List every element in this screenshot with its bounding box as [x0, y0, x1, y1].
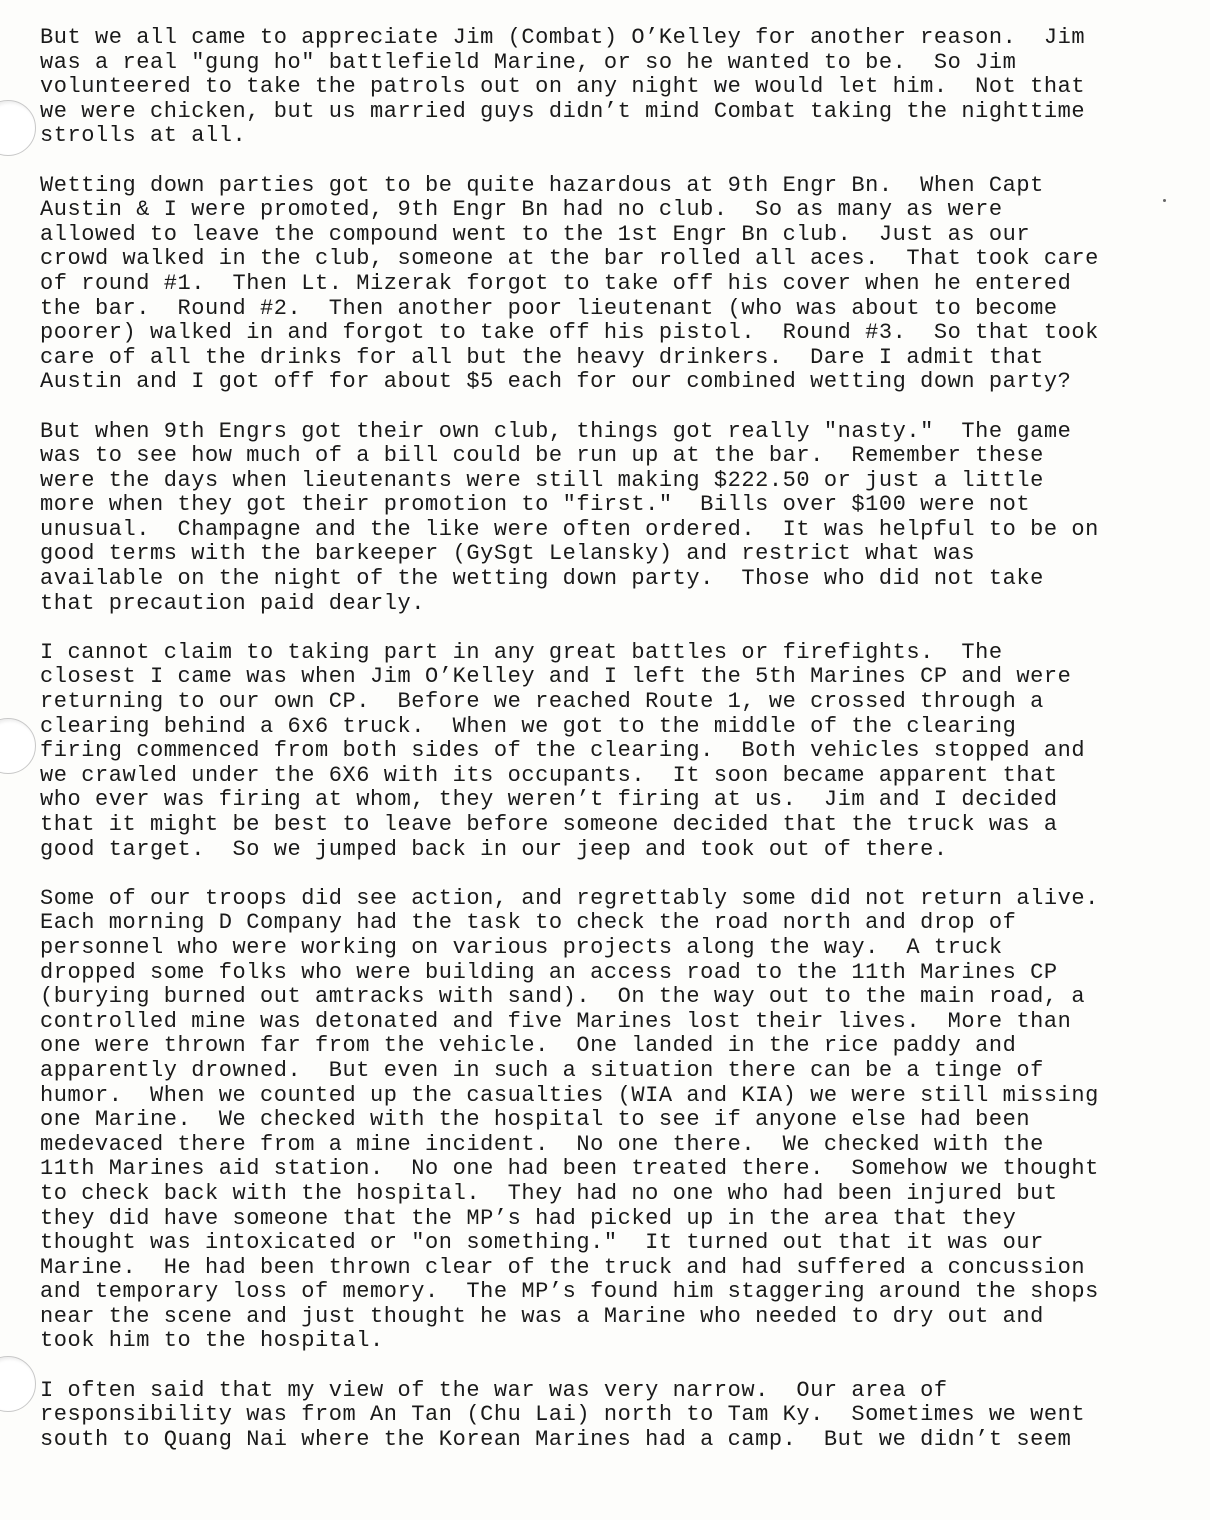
- text-line: Wetting down parties got to be quite hazardous at 9th Engr Bn. When Capt: [40, 172, 1044, 198]
- text-line: unusual. Champagne and the like were often ordered. It was helpful to be on: [40, 516, 1099, 542]
- text-line: volunteered to take the patrols out on any night we would let him. Not that: [40, 74, 1086, 100]
- text-line: thought was intoxicated or "on something." It turned out that it was our: [40, 1230, 1044, 1256]
- text-line: strolls at all.: [40, 123, 247, 149]
- text-line: was to see how much of a bill could be run up at the bar. Remember these: [40, 443, 1044, 469]
- memoir-text: [40, 26, 1205, 1477]
- text-line: they did have someone that the MP’s had picked up in the area that they: [40, 1205, 1017, 1231]
- text-line: south to Quang Nai where the Korean Marines had a camp. But we didn’t seem: [40, 1426, 1072, 1452]
- text-line: 11th Marines aid station. No one had been treated there. Somehow we thought: [40, 1156, 1099, 1182]
- text-line: took him to the hospital.: [40, 1328, 384, 1354]
- binder-hole-top: [0, 100, 36, 156]
- paragraph-9th-engrs-club: [40, 420, 1205, 617]
- text-line: the bar. Round #2. Then another poor lieutenant (who was about to become: [40, 295, 1058, 321]
- text-line: was a real "gung ho" battlefield Marine, or so he wanted to be. So Jim: [40, 49, 1017, 75]
- text-line: and temporary loss of memory. The MP’s found him staggering around the shops: [40, 1279, 1099, 1305]
- text-line: good terms with the barkeeper (GySgt Lelansky) and restrict what was: [40, 541, 976, 567]
- paragraph-combat-okelley: [40, 26, 1205, 149]
- text-line: good target. So we jumped back in our jeep and took out of there.: [40, 836, 948, 862]
- text-line: But when 9th Engrs got their own club, things got really "nasty." The game: [40, 418, 1072, 444]
- text-line: we crawled under the 6X6 with its occupants. It soon became apparent that: [40, 762, 1058, 788]
- text-line: care of all the drinks for all but the heavy drinkers. Dare I admit that: [40, 344, 1044, 370]
- text-line: one were thrown far from the vehicle. One landed in the rice paddy and: [40, 1033, 1017, 1059]
- text-line: I often said that my view of the war was very narrow. Our area of: [40, 1377, 948, 1403]
- text-line: that it might be best to leave before someone decided that the truck was a: [40, 812, 1058, 837]
- text-line: responsibility was from An Tan (Chu Lai) north to Tam Ky. Sometimes we went: [40, 1402, 1086, 1428]
- binder-hole-middle: [0, 718, 36, 774]
- text-line: Each morning D Company had the task to check the road north and drop of: [40, 910, 1017, 936]
- text-line: But we all came to appreciate Jim (Combat) O’Kelley for another reason. Jim: [40, 25, 1086, 50]
- text-line: I cannot claim to taking part in any great battles or firefights. The: [40, 639, 1003, 665]
- text-line: closest I came was when Jim O’Kelley and I left the 5th Marines CP and were: [40, 664, 1072, 690]
- text-line: of round #1. Then Lt. Mizerak forgot to take off his cover when he entered: [40, 270, 1072, 296]
- text-line: personnel who were working on various projects along the way. A truck: [40, 934, 1003, 960]
- text-line: more when they got their promotion to "first." Bills over $100 were not: [40, 492, 1031, 518]
- text-line: near the scene and just thought he was a Marine who needed to dry out and: [40, 1303, 1044, 1329]
- text-line: allowed to leave the compound went to the 1st Engr Bn club. Just as our: [40, 221, 1031, 247]
- text-line: humor. When we counted up the casualties (WIA and KIA) we were still missing: [40, 1082, 1099, 1108]
- text-line: medevaced there from a mine incident. No one there. We checked with the: [40, 1131, 1044, 1157]
- paragraph-firefight: [40, 641, 1205, 862]
- paragraph-narrow-view: [40, 1379, 1205, 1453]
- text-line: returning to our own CP. Before we reached Route 1, we crossed through a: [40, 689, 1044, 715]
- paragraph-wetting-down-parties: [40, 174, 1205, 395]
- text-line: available on the night of the wetting down party. Those who did not take: [40, 566, 1044, 592]
- text-line: we were chicken, but us married guys didn’t mind Combat taking the nighttime: [40, 98, 1086, 124]
- text-line: dropped some folks who were building an access road to the 11th Marines CP: [40, 959, 1058, 985]
- text-line: apparently drowned. But even in such a situation there can be a tinge of: [40, 1057, 1044, 1083]
- text-line: clearing behind a 6x6 truck. When we got to the middle of the clearing: [40, 713, 1017, 739]
- text-line: Austin & I were promoted, 9th Engr Bn had no club. So as many as were: [40, 197, 1003, 223]
- text-line: Some of our troops did see action, and regrettably some did not return alive.: [40, 885, 1099, 911]
- text-line: Marine. He had been thrown clear of the truck and had suffered a concussion: [40, 1254, 1086, 1280]
- text-line: controlled mine was detonated and five Marines lost their lives. More than: [40, 1008, 1072, 1034]
- text-line: firing commenced from both sides of the clearing. Both vehicles stopped and: [40, 738, 1086, 764]
- text-line: crowd walked in the club, someone at the bar rolled all aces. That took care: [40, 246, 1099, 272]
- text-line: to check back with the hospital. They had no one who had been injured but: [40, 1180, 1058, 1206]
- text-line: who ever was firing at whom, they weren’t firing at us. Jim and I decided: [40, 787, 1058, 813]
- paragraph-mine-incident: [40, 887, 1205, 1354]
- text-line: poorer) walked in and forgot to take off his pistol. Round #3. So that took: [40, 320, 1099, 346]
- text-line: one Marine. We checked with the hospital to see if anyone else had been: [40, 1107, 1031, 1133]
- text-line: (burying burned out amtracks with sand). On the way out to the main road, a: [40, 984, 1086, 1010]
- binder-hole-bottom: [0, 1356, 36, 1412]
- text-line: were the days when lieutenants were still making $222.50 or just a little: [40, 467, 1044, 493]
- text-line: Austin and I got off for about $5 each for our combined wetting down party?: [40, 369, 1072, 395]
- text-line: that precaution paid dearly.: [40, 590, 426, 616]
